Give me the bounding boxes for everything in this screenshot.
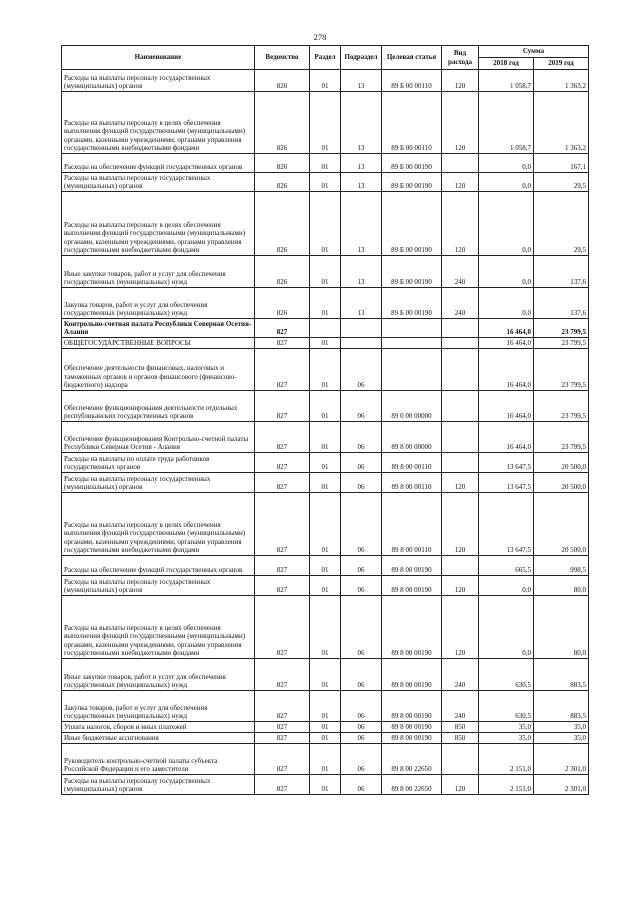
cell-sum-2019: 20 500,0 (534, 453, 589, 473)
cell-sum-2018: 2 151,0 (479, 744, 534, 775)
cell-target: 89 8 00 00190 (382, 733, 442, 744)
cell-sum-2019: 137,6 (534, 288, 589, 319)
cell-section: 01 (310, 192, 341, 256)
cell-exptype: 120 (442, 596, 479, 659)
cell-target: 89 8 00 00190 (382, 722, 442, 733)
cell-name: Расходы на выплаты персоналу государственных (муниципальных) органов (62, 576, 255, 596)
table-row (62, 744, 589, 775)
cell-target: 89 0 00 00000 (382, 391, 442, 422)
cell-section: 01 (310, 556, 341, 576)
cell-target: 89 8 00 00190 (382, 691, 442, 722)
table-row (62, 319, 589, 338)
cell-subsection: 06 (341, 422, 382, 453)
cell-section: 01 (310, 288, 341, 319)
cell-name: Обеспечение деятельности финансовых, налоговых и таможенных органов и органов финансового (финансово-бюджетного) надзора (62, 349, 255, 391)
table-row (62, 192, 589, 256)
cell-sum-2019: 2 301,0 (534, 775, 589, 795)
cell-target (382, 349, 442, 391)
cell-sum-2019: 23 799,5 (534, 319, 589, 338)
table-row (62, 391, 589, 422)
cell-dept: 826 (255, 173, 310, 192)
cell-sum-2019: 1 363,2 (534, 92, 589, 154)
cell-target (382, 338, 442, 349)
cell-exptype: 120 (442, 473, 479, 493)
header-name: Наименование (62, 46, 255, 70)
table-row (62, 722, 589, 733)
cell-sum-2018: 665,5 (479, 556, 534, 576)
cell-dept: 827 (255, 391, 310, 422)
cell-name: Расходы на выплаты персоналу в целях обеспечения выполнения функций государственными (муниципальными) органами, казенными учреждениями, органами управления государственными внебюджетными фондами (62, 596, 255, 659)
table-body (62, 70, 589, 795)
cell-sum-2019: 1 363,2 (534, 70, 589, 92)
cell-exptype (442, 556, 479, 576)
cell-section: 01 (310, 453, 341, 473)
table-row (62, 473, 589, 493)
cell-target: 89 Б 00 00110 (382, 70, 442, 92)
cell-subsection: 13 (341, 256, 382, 288)
cell-dept: 827 (255, 659, 310, 691)
cell-target: 89 8 00 00110 (382, 493, 442, 556)
cell-name: Расходы на выплаты персоналу в целях обеспечения выполнения функций государственными (муниципальными) органами, казенными учреждениями, органами управления государственными внебюджетными фондами (62, 192, 255, 256)
cell-section: 01 (310, 596, 341, 659)
cell-sum-2018: 13 647,5 (479, 453, 534, 473)
cell-dept: 826 (255, 288, 310, 319)
cell-sum-2018: 630,5 (479, 691, 534, 722)
cell-section: 01 (310, 70, 341, 92)
cell-target: 89 8 00 22650 (382, 744, 442, 775)
cell-sum-2018: 0,0 (479, 596, 534, 659)
cell-target: 89 8 00 00190 (382, 576, 442, 596)
cell-name: Иные бюджетные ассигнования (62, 733, 255, 744)
cell-target: 89 8 00 00110 (382, 453, 442, 473)
table-row (62, 422, 589, 453)
cell-exptype (442, 349, 479, 391)
cell-sum-2018: 0,0 (479, 256, 534, 288)
cell-sum-2019: 20 500,0 (534, 473, 589, 493)
table-row (62, 154, 589, 173)
cell-name: Расходы на выплаты персоналу государственных (муниципальных) органов (62, 70, 255, 92)
cell-dept: 827 (255, 576, 310, 596)
cell-name: Расходы на обеспечение функций государственных органов (62, 556, 255, 576)
cell-exptype: 120 (442, 775, 479, 795)
cell-dept: 826 (255, 154, 310, 173)
cell-target: 89 8 00 00000 (382, 422, 442, 453)
cell-sum-2018: 13 647,5 (479, 473, 534, 493)
cell-target: 89 Б 00 00190 (382, 154, 442, 173)
cell-exptype: 120 (442, 192, 479, 256)
header-year-2018: 2018 год (479, 58, 534, 70)
cell-subsection: 13 (341, 70, 382, 92)
cell-dept: 827 (255, 691, 310, 722)
cell-sum-2018: 630,5 (479, 659, 534, 691)
page-number: 278 (313, 32, 327, 42)
cell-sum-2018: 0,0 (479, 173, 534, 192)
cell-dept: 827 (255, 422, 310, 453)
cell-section: 01 (310, 775, 341, 795)
header-subsection: Подраздел (341, 46, 382, 70)
cell-sum-2018: 35,0 (479, 722, 534, 733)
cell-section: 01 (310, 744, 341, 775)
cell-subsection: 06 (341, 473, 382, 493)
cell-target: 89 8 00 00190 (382, 596, 442, 659)
cell-exptype: 120 (442, 493, 479, 556)
cell-subsection: 06 (341, 659, 382, 691)
cell-target: 89 8 00 00190 (382, 659, 442, 691)
cell-section: 01 (310, 576, 341, 596)
table-row (62, 556, 589, 576)
cell-subsection: 06 (341, 453, 382, 473)
header-sum: Сумма (479, 46, 589, 58)
table-row (62, 775, 589, 795)
table-row (62, 92, 589, 154)
cell-target: 89 Б 00 00190 (382, 256, 442, 288)
cell-section: 01 (310, 473, 341, 493)
cell-name: Обеспечение функционирования Контрольно-счетной палаты Республики Северная Осетия - Алания (62, 422, 255, 453)
cell-name: Закупка товаров, работ и услуг для обеспечения государственных (муниципальных) нужд (62, 288, 255, 319)
cell-exptype: 120 (442, 173, 479, 192)
cell-sum-2018: 0,0 (479, 192, 534, 256)
cell-name: Расходы на выплаты персоналу государственных (муниципальных) органов (62, 473, 255, 493)
cell-dept: 827 (255, 338, 310, 349)
cell-target: 89 8 00 22650 (382, 775, 442, 795)
cell-subsection: 06 (341, 733, 382, 744)
table-row (62, 453, 589, 473)
cell-dept: 827 (255, 473, 310, 493)
cell-dept: 827 (255, 596, 310, 659)
table-row (62, 596, 589, 659)
cell-name: Контрольно-счетная палата Республики Северная Осетия-Алания (62, 319, 255, 338)
cell-exptype: 240 (442, 659, 479, 691)
cell-subsection: 06 (341, 556, 382, 576)
table-row (62, 173, 589, 192)
table-header (62, 46, 589, 70)
cell-sum-2019: 80,0 (534, 576, 589, 596)
cell-sum-2019: 29,5 (534, 192, 589, 256)
cell-dept: 827 (255, 349, 310, 391)
cell-subsection: 06 (341, 576, 382, 596)
cell-sum-2019: 23 799,5 (534, 422, 589, 453)
cell-name: Расходы на выплаты персоналу в целях обеспечения выполнения функций государственными (муниципальными) органами, казенными учреждениями, органами управления государственными внебюджетными фондами (62, 92, 255, 154)
cell-dept: 827 (255, 493, 310, 556)
cell-subsection: 06 (341, 349, 382, 391)
cell-sum-2018: 1 058,7 (479, 92, 534, 154)
header-section: Раздел (310, 46, 341, 70)
cell-subsection: 13 (341, 92, 382, 154)
cell-name: Расходы на выплаты персоналу в целях обеспечения выполнения функций государственными (муниципальными) органами, казенными учреждениями, органами управления государственными внебюджетными фондами (62, 493, 255, 556)
cell-sum-2019: 20 500,0 (534, 493, 589, 556)
cell-target: 89 Б 00 00190 (382, 192, 442, 256)
cell-subsection: 06 (341, 775, 382, 795)
table-row (62, 659, 589, 691)
cell-subsection: 06 (341, 493, 382, 556)
cell-name: Иные закупки товаров, работ и услуг для обеспечения государственных (муниципальных) нужд (62, 256, 255, 288)
cell-sum-2018: 0,0 (479, 154, 534, 173)
cell-sum-2019: 35,0 (534, 722, 589, 733)
cell-subsection: 06 (341, 744, 382, 775)
cell-name: Расходы на выплаты персоналу государственных (муниципальных) органов (62, 775, 255, 795)
cell-dept: 826 (255, 70, 310, 92)
cell-name: Руководитель контрольно-счетной палаты субъекта Российской Федерации и его заместители (62, 744, 255, 775)
cell-sum-2018: 16 464,0 (479, 391, 534, 422)
cell-section: 01 (310, 391, 341, 422)
cell-sum-2019: 80,0 (534, 596, 589, 659)
cell-sum-2018: 35,0 (479, 733, 534, 744)
cell-dept: 827 (255, 453, 310, 473)
cell-section: 01 (310, 493, 341, 556)
cell-sum-2018: 16 464,0 (479, 349, 534, 391)
cell-sum-2019: 883,5 (534, 659, 589, 691)
cell-sum-2018: 1 058,7 (479, 70, 534, 92)
cell-target (382, 319, 442, 338)
cell-section: 01 (310, 659, 341, 691)
cell-dept: 827 (255, 556, 310, 576)
cell-dept: 826 (255, 192, 310, 256)
cell-sum-2019: 23 799,5 (534, 391, 589, 422)
budget-table (61, 45, 589, 795)
cell-subsection: 06 (341, 391, 382, 422)
cell-subsection (341, 338, 382, 349)
cell-section (310, 319, 341, 338)
table-row (62, 70, 589, 92)
header-dept: Ведомство (255, 46, 310, 70)
cell-sum-2019: 998,5 (534, 556, 589, 576)
cell-name: Расходы на выплаты персоналу государственных (муниципальных) органов (62, 173, 255, 192)
cell-dept: 827 (255, 319, 310, 338)
cell-target: 89 Б 00 00110 (382, 92, 442, 154)
cell-sum-2019: 167,1 (534, 154, 589, 173)
cell-section: 01 (310, 722, 341, 733)
table-row (62, 349, 589, 391)
cell-exptype (442, 154, 479, 173)
cell-name: Иные закупки товаров, работ и услуг для обеспечения государственных (муниципальных) нужд (62, 659, 255, 691)
cell-sum-2019: 23 799,5 (534, 349, 589, 391)
cell-exptype (442, 338, 479, 349)
cell-name: Уплата налогов, сборов и иных платежей (62, 722, 255, 733)
cell-sum-2019: 2 301,0 (534, 744, 589, 775)
cell-sum-2018: 0,0 (479, 288, 534, 319)
cell-dept: 827 (255, 744, 310, 775)
cell-exptype: 240 (442, 256, 479, 288)
table-row (62, 493, 589, 556)
cell-section: 01 (310, 733, 341, 744)
cell-name: ОБЩЕГОСУДАРСТВЕННЫЕ ВОПРОСЫ (62, 338, 255, 349)
cell-sum-2018: 2 151,0 (479, 775, 534, 795)
cell-section: 01 (310, 256, 341, 288)
cell-dept: 826 (255, 256, 310, 288)
cell-name: Обеспечение функционирования деятельности отдельных республиканских государственных органов (62, 391, 255, 422)
cell-target: 89 8 00 00110 (382, 473, 442, 493)
cell-sum-2019: 23 799,5 (534, 338, 589, 349)
cell-exptype (442, 422, 479, 453)
cell-sum-2018: 13 647,5 (479, 493, 534, 556)
cell-section: 01 (310, 349, 341, 391)
cell-dept: 827 (255, 733, 310, 744)
cell-sum-2018: 16 464,0 (479, 319, 534, 338)
cell-subsection (341, 319, 382, 338)
cell-section: 01 (310, 338, 341, 349)
cell-section: 01 (310, 691, 341, 722)
cell-name: Расходы на выплаты по оплате труда работников государственных органов (62, 453, 255, 473)
cell-exptype: 850 (442, 733, 479, 744)
cell-sum-2018: 16 464,0 (479, 422, 534, 453)
cell-exptype (442, 319, 479, 338)
cell-sum-2019: 35,0 (534, 733, 589, 744)
header-target: Целевая статья (382, 46, 442, 70)
cell-target: 89 8 00 00190 (382, 556, 442, 576)
cell-dept: 827 (255, 775, 310, 795)
cell-exptype (442, 453, 479, 473)
cell-exptype: 240 (442, 288, 479, 319)
cell-sum-2018: 16 464,0 (479, 338, 534, 349)
cell-dept: 826 (255, 92, 310, 154)
header-year-2019: 2019 год (534, 58, 589, 70)
table-row (62, 256, 589, 288)
cell-sum-2019: 883,5 (534, 691, 589, 722)
cell-sum-2019: 137,6 (534, 256, 589, 288)
cell-subsection: 06 (341, 722, 382, 733)
cell-sum-2018: 0,0 (479, 576, 534, 596)
cell-dept: 827 (255, 722, 310, 733)
cell-subsection: 13 (341, 288, 382, 319)
table-row (62, 733, 589, 744)
cell-sum-2019: 29,5 (534, 173, 589, 192)
cell-section: 01 (310, 173, 341, 192)
cell-exptype: 120 (442, 576, 479, 596)
table-row (62, 338, 589, 349)
cell-exptype: 120 (442, 70, 479, 92)
cell-exptype: 120 (442, 92, 479, 154)
cell-target: 89 Б 00 00190 (382, 173, 442, 192)
cell-section: 01 (310, 92, 341, 154)
cell-section: 01 (310, 422, 341, 453)
header-exptype: Вид расхода (442, 46, 479, 70)
cell-subsection: 06 (341, 691, 382, 722)
cell-exptype (442, 744, 479, 775)
cell-target: 89 Б 00 00190 (382, 288, 442, 319)
cell-section: 01 (310, 154, 341, 173)
table-row (62, 288, 589, 319)
cell-name: Закупка товаров, работ и услуг для обеспечения государственных (муниципальных) нужд (62, 691, 255, 722)
cell-exptype: 850 (442, 722, 479, 733)
cell-exptype: 240 (442, 691, 479, 722)
cell-subsection: 13 (341, 173, 382, 192)
cell-subsection: 13 (341, 192, 382, 256)
cell-subsection: 13 (341, 154, 382, 173)
table-row (62, 576, 589, 596)
cell-exptype (442, 391, 479, 422)
cell-name: Расходы на обеспечение функций государственных органов (62, 154, 255, 173)
table-row (62, 691, 589, 722)
cell-subsection: 06 (341, 596, 382, 659)
